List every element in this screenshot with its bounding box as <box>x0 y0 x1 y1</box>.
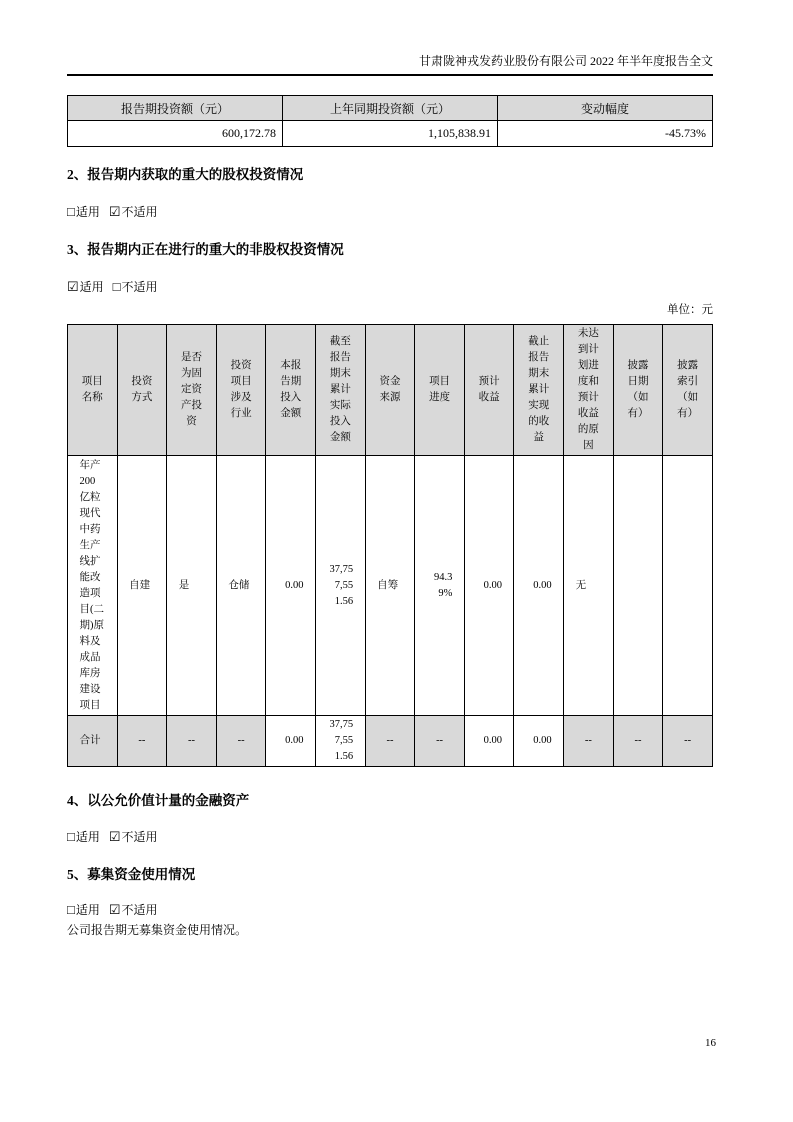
option-not-applicable <box>109 205 158 219</box>
non-equity-investment-table <box>67 324 713 767</box>
table-cell: 0.00 <box>514 456 564 716</box>
table-cell: -- <box>365 716 415 767</box>
project-data-row <box>68 456 713 716</box>
checkbox-unchecked-icon: □ <box>67 902 75 917</box>
section-note: 公司报告期无募集资金使用情况。 <box>67 923 248 937</box>
summary-value-cell: 600,172.78 <box>68 121 283 147</box>
project-name-cell: 年产200亿粒现代中药生产线扩能改造项目(二期)原料及成品库房建设项目 <box>68 456 118 716</box>
page-header <box>67 0 713 69</box>
summary-value-row <box>68 121 713 147</box>
option-not-applicable <box>113 280 158 294</box>
table-header-cell: 项目名称 <box>68 325 118 456</box>
project-total-row <box>68 716 713 767</box>
table-cell: -- <box>663 716 713 767</box>
checkbox-checked-icon: ☑ <box>108 829 121 844</box>
summary-col-header: 变动幅度 <box>498 96 713 121</box>
checkbox-unchecked-icon: □ <box>112 279 121 294</box>
header-rule <box>67 74 713 76</box>
table-cell: -- <box>613 716 663 767</box>
table-header-cell: 投资方式 <box>117 325 167 456</box>
page-number: 16 <box>705 1037 716 1049</box>
applicability-row-2 <box>67 204 713 220</box>
option-applicable <box>67 205 100 219</box>
not-applicable-label: 不适用 <box>121 205 158 219</box>
table-cell: -- <box>117 716 167 767</box>
table-cell <box>613 456 663 716</box>
table-cell: 无 <box>564 456 614 716</box>
table-cell: -- <box>415 716 465 767</box>
table-cell: 自筹 <box>365 456 415 716</box>
project-table-header-row <box>68 325 713 456</box>
report-title: 甘肃陇神戎发药业股份有限公司 2022 年半年度报告全文 <box>418 54 713 68</box>
table-cell: 0.00 <box>514 716 564 767</box>
table-header-cell: 资金来源 <box>365 325 415 456</box>
unit-label: 单位：元 <box>667 304 713 316</box>
applicability-row-4 <box>67 829 713 845</box>
option-applicable <box>67 830 100 844</box>
table-cell: -- <box>564 716 614 767</box>
table-cell: 0.00 <box>464 456 514 716</box>
table-cell: -- <box>216 716 266 767</box>
section-title-2: 2、报告期内获取的重大的股权投资情况 <box>67 167 304 182</box>
table-cell: 94.39% <box>415 456 465 716</box>
table-cell: 37,757,551.56 <box>316 456 366 716</box>
table-header-cell: 项目进度 <box>415 325 465 456</box>
table-cell: -- <box>167 716 217 767</box>
table-header-cell: 截止报告期末累计实现的收益 <box>514 325 564 456</box>
summary-col-header: 报告期投资额（元） <box>68 96 283 121</box>
table-cell: 37,757,551.56 <box>316 716 366 767</box>
total-label-cell: 合计 <box>68 716 118 767</box>
summary-header-row <box>68 96 713 121</box>
applicability-row-3 <box>67 279 713 295</box>
table-header-cell: 是否为固定资产投资 <box>167 325 217 456</box>
summary-col-header: 上年同期投资额（元） <box>283 96 498 121</box>
option-not-applicable <box>109 903 158 917</box>
section-title-3: 3、报告期内正在进行的重大的非股权投资情况 <box>67 242 344 257</box>
table-cell: 0.00 <box>266 716 316 767</box>
table-cell: 自建 <box>117 456 167 716</box>
summary-value-cell: -45.73% <box>498 121 713 147</box>
table-cell <box>663 456 713 716</box>
not-applicable-label: 不适用 <box>121 280 158 294</box>
table-cell: 0.00 <box>266 456 316 716</box>
checkbox-unchecked-icon: □ <box>67 829 75 844</box>
applicable-label: 适用 <box>75 830 100 844</box>
table-header-cell: 预计收益 <box>464 325 514 456</box>
option-not-applicable <box>109 830 158 844</box>
table-header-cell: 截至报告期末累计实际投入金额 <box>316 325 366 456</box>
checkbox-checked-icon: ☑ <box>108 204 121 219</box>
investment-summary-table <box>67 95 713 147</box>
checkbox-checked-icon: ☑ <box>67 279 79 294</box>
summary-value-cell: 1,105,838.91 <box>283 121 498 147</box>
table-cell: 0.00 <box>464 716 514 767</box>
table-cell: 仓储 <box>216 456 266 716</box>
table-header-cell: 披露索引（如有） <box>663 325 713 456</box>
checkbox-unchecked-icon: □ <box>67 204 75 219</box>
applicable-label: 适用 <box>75 903 100 917</box>
applicability-row-5 <box>67 902 713 918</box>
table-header-cell: 本报告期投入金额 <box>266 325 316 456</box>
not-applicable-label: 不适用 <box>121 903 158 917</box>
table-header-cell: 投资项目涉及行业 <box>216 325 266 456</box>
option-applicable <box>67 280 104 294</box>
table-cell: 是 <box>167 456 217 716</box>
checkbox-checked-icon: ☑ <box>108 902 121 917</box>
section-title-4: 4、以公允价值计量的金融资产 <box>67 793 250 808</box>
applicable-label: 适用 <box>75 205 100 219</box>
section-title-5: 5、募集资金使用情况 <box>67 867 196 882</box>
option-applicable <box>67 903 100 917</box>
applicable-label: 适用 <box>79 280 104 294</box>
not-applicable-label: 不适用 <box>121 830 158 844</box>
table-header-cell: 未达到计划进度和预计收益的原因 <box>564 325 614 456</box>
table-header-cell: 披露日期（如有） <box>613 325 663 456</box>
